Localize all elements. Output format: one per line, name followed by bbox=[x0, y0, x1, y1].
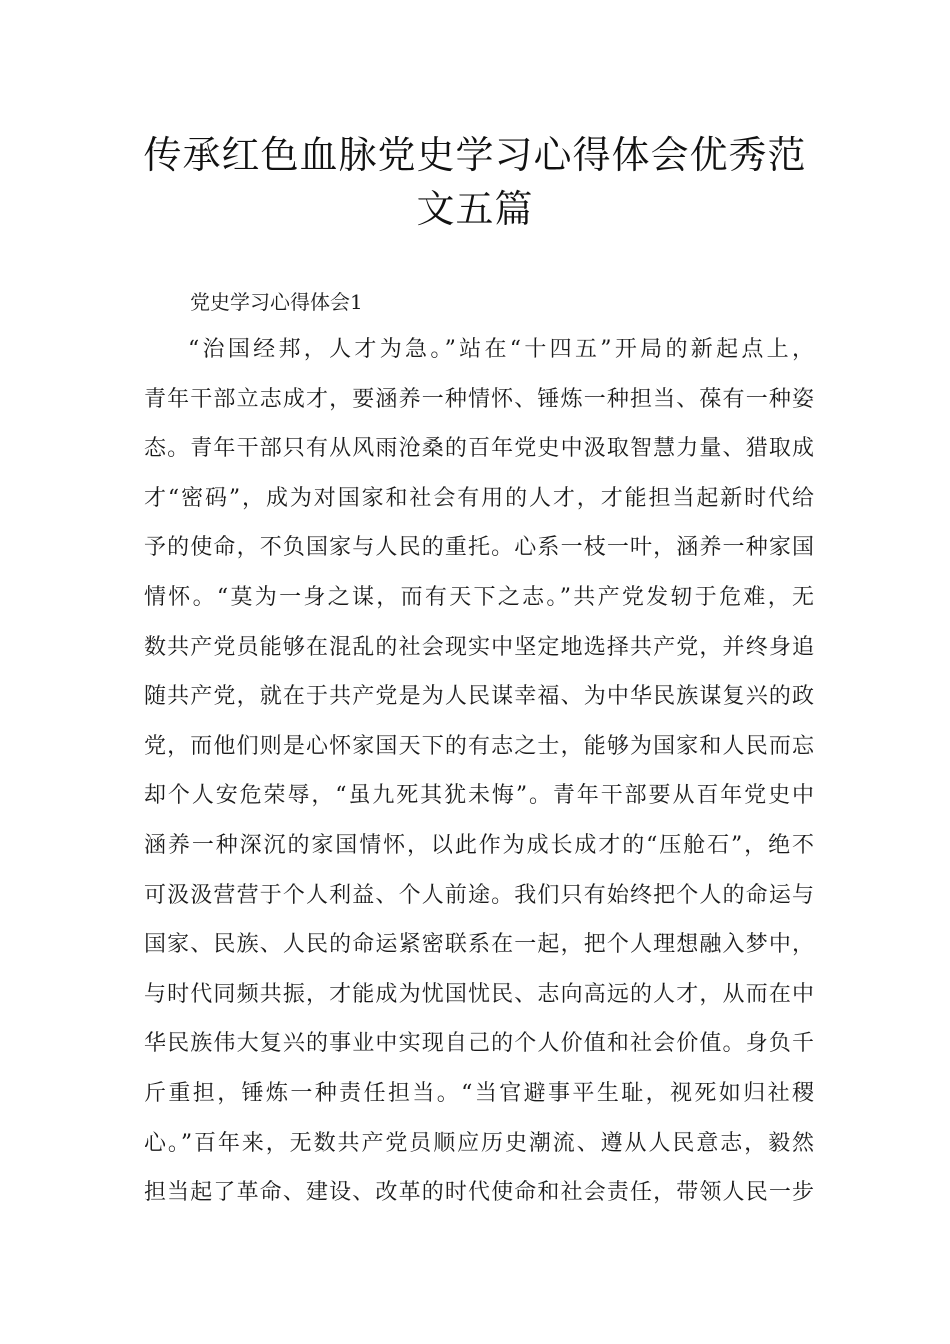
title-line: 文五篇 bbox=[416, 187, 534, 231]
paragraph-line: 斤重担，锤炼一种责任担当。“当官避事平生耻，视死如归社稷 bbox=[144, 1080, 814, 1106]
paragraph-line: 与时代同频共振，才能成为忧国忧民、志向高远的人才，从而在中 bbox=[144, 981, 814, 1007]
paragraph-line: 华民族伟大复兴的事业中实现自己的个人价值和社会价值。身负千 bbox=[144, 1031, 814, 1057]
paragraph-line: 党，而他们则是心怀家国天下的有志之士，能够为国家和人民而忘 bbox=[144, 733, 814, 759]
paragraph-line: 才“密码”，成为对国家和社会有用的人才，才能担当起新时代给 bbox=[144, 485, 814, 511]
paragraph-line: 情怀。“莫为一身之谋，而有天下之志。”共产党发轫于危难，无 bbox=[144, 584, 814, 610]
body-paragraph bbox=[144, 332, 814, 1225]
paragraph-line: 态。青年干部只有从风雨沧桑的百年党史中汲取智慧力量、猎取成 bbox=[144, 436, 814, 462]
paragraph-line: 却个人安危荣辱，“虽九死其犹未悔”。青年干部要从百年党史中 bbox=[144, 783, 814, 809]
paragraph-line: 可汲汲营营于个人利益、个人前途。我们只有始终把个人的命运与 bbox=[144, 882, 814, 908]
paragraph-line: 随共产党，就在于共产党是为人民谋幸福、为中华民族谋复兴的政 bbox=[144, 684, 814, 710]
paragraph-line: 予的使命，不负国家与人民的重托。心系一枝一叶，涵养一种家国 bbox=[144, 535, 814, 561]
document-title bbox=[130, 128, 820, 236]
paragraph-line: “治国经邦，人才为急。”站在“十四五”开局的新起点上， bbox=[188, 337, 814, 362]
paragraph-line: 青年干部立志成才，要涵养一种情怀、锤炼一种担当、葆有一种姿 bbox=[144, 386, 814, 412]
paragraph-line: 涵养一种深沉的家国情怀，以此作为成长成才的“压舱石”，绝不 bbox=[144, 832, 814, 858]
paragraph-line: 心。”百年来，无数共产党员顺应历史潮流、遵从人民意志，毅然 bbox=[144, 1130, 814, 1156]
section-heading: 党史学习心得体会1 bbox=[190, 290, 363, 314]
paragraph-line: 数共产党员能够在混乱的社会现实中坚定地选择共产党，并终身追 bbox=[144, 634, 814, 660]
paragraph-line: 担当起了革命、建设、改革的时代使命和社会责任，带领人民一步 bbox=[144, 1180, 814, 1206]
paragraph-line: 国家、民族、人民的命运紧密联系在一起，把个人理想融入梦中， bbox=[144, 932, 814, 958]
title-line: 传承红色血脉党史学习心得体会优秀范 bbox=[143, 133, 807, 177]
